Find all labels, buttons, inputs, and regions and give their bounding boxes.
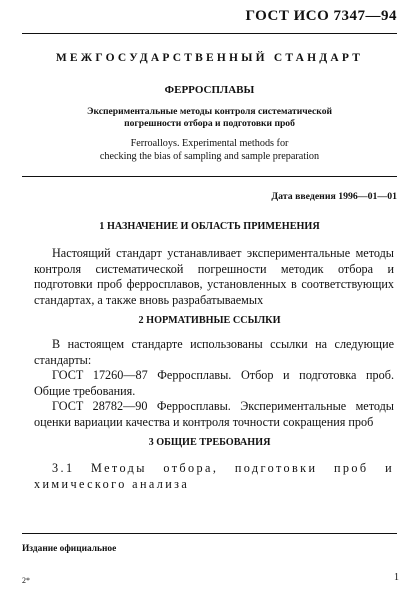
standard-type: МЕЖГОСУДАРСТВЕННЫЙ СТАНДАРТ xyxy=(55,52,364,64)
introduction-date: Дата введения 1996—01—01 xyxy=(271,191,397,202)
paragraph: В настоящем стандарте использованы ссылки на следующие стандарты: xyxy=(34,337,394,367)
header-rule xyxy=(22,33,397,34)
subtitle-ru-line: погрешности отбора и подготовки проб xyxy=(124,118,295,129)
footer-rule xyxy=(22,533,397,534)
title-block-rule xyxy=(22,176,397,177)
paragraph: Настоящий стандарт устанавливает экспериментальные методы контроля систематической погрешности методик отбора и подготовки проб ферросплавов, установленных в соответствующих стандартах, а также вновь разрабатываемых xyxy=(34,246,394,307)
section-heading: 3 ОБЩИЕ ТРЕБОВАНИЯ xyxy=(148,437,271,448)
subtitle-ru xyxy=(0,106,419,130)
subtitle-ru-line: Экспериментальные методы контроля систематической xyxy=(86,106,333,117)
section-heading: 2 НОРМАТИВНЫЕ ССЫЛКИ xyxy=(138,315,281,326)
page-number: 1 xyxy=(394,572,399,583)
reference-item: ГОСТ 17260—87 Ферросплавы. Отбор и подготовка проб. Общие требования. xyxy=(34,368,394,398)
gost-number: ГОСТ ИСО 7347—94 xyxy=(245,8,397,24)
reference-item: ГОСТ 28782—90 Ферросплавы. Экспериментальные методы оценки вариации качества и контроля точности сокращения проб xyxy=(34,399,394,429)
document-title: ФЕРРОСПЛАВЫ xyxy=(164,84,255,96)
subtitle-en-line: Ferroalloys. Experimental methods for xyxy=(130,138,289,149)
sheet-mark: 2* xyxy=(22,576,30,585)
subtitle-en-line: checking the bias of sampling and sample preparation xyxy=(99,151,320,162)
edition-note: Издание официальное xyxy=(22,544,117,554)
paragraph: 3.1 Методы отбора, подготовки проб и химического анализа xyxy=(34,461,394,491)
section-heading: 1 НАЗНАЧЕНИЕ И ОБЛАСТЬ ПРИМЕНЕНИЯ xyxy=(99,221,320,232)
subtitle-en xyxy=(0,137,419,163)
